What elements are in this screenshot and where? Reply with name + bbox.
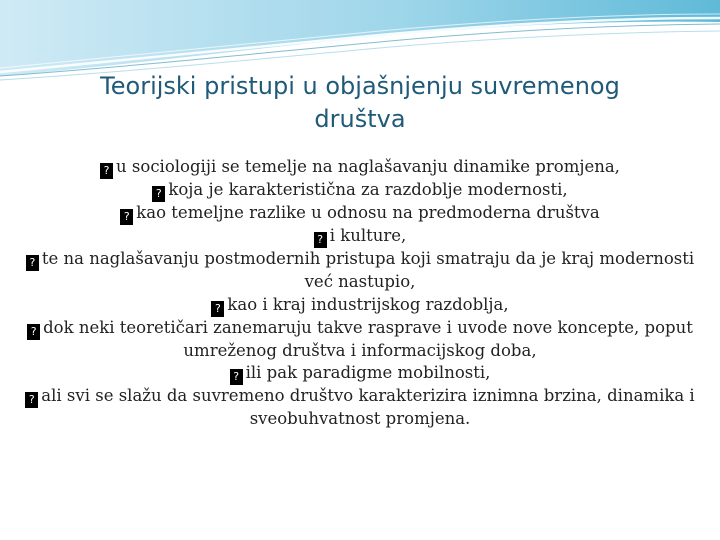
bullet-text: ali svi se slažu da suvremeno društvo karakterizira iznimna brzina, dinamika i sveobuhvatnost promjena.: [41, 386, 695, 428]
bullet-text: dok neki teoretičari zanemaruju takve rasprave i uvode nove koncepte, poput umreženog društva i informacijskog doba,: [43, 317, 693, 360]
slide-title: Teorijski pristupi u objašnjenju suvremenog društva: [100, 72, 620, 133]
missing-glyph-icon: ?: [100, 163, 113, 179]
bullet-text: ili pak paradigme mobilnosti,: [245, 363, 491, 382]
missing-glyph-icon: ?: [120, 209, 133, 225]
list-item: [14, 385, 706, 431]
list-item: [14, 156, 706, 179]
bullet-text: i kulture,: [329, 226, 407, 245]
missing-glyph-icon: ?: [152, 186, 165, 202]
bullet-text: kao temeljne razlike u odnosu na predmoderna društva: [136, 203, 600, 222]
list-item: [14, 294, 706, 317]
bullet-text: te na naglašavanju postmodernih pristupa koji smatraju da je kraj modernosti već nastupio,: [41, 249, 695, 291]
list-item: [14, 362, 706, 385]
missing-glyph-icon: ?: [25, 392, 38, 408]
bullet-text: u sociologiji se temelje na naglašavanju dinamike promjena,: [116, 157, 620, 176]
bullet-text: koja je karakteristična za razdoblje modernosti,: [168, 180, 568, 199]
bullet-text: kao i kraj industrijskog razdoblja,: [227, 294, 509, 314]
list-item: [14, 317, 706, 363]
list-item: [14, 179, 706, 202]
bullet-list: [14, 156, 706, 431]
list-item: [14, 225, 706, 248]
missing-glyph-icon: ?: [230, 369, 243, 385]
missing-glyph-icon: ?: [314, 232, 327, 248]
missing-glyph-icon: ?: [211, 301, 224, 317]
missing-glyph-icon: ?: [26, 255, 39, 271]
list-item: [14, 248, 706, 294]
missing-glyph-icon: ?: [27, 324, 40, 340]
list-item: [14, 202, 706, 225]
